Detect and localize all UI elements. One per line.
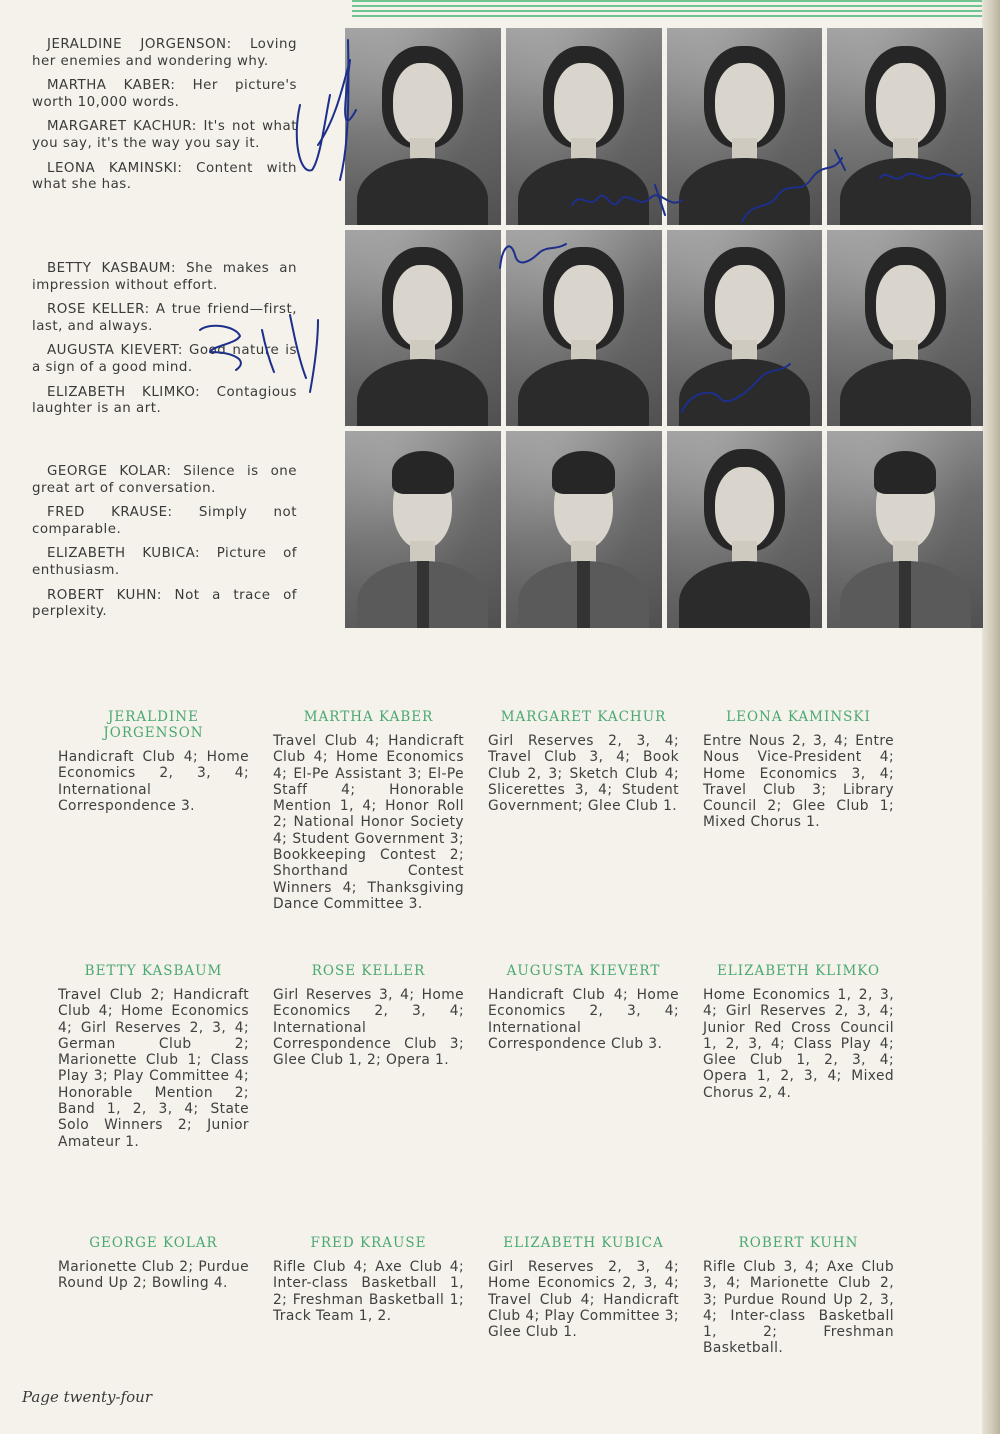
bio-activities: Travel Club 2; Handicraft Club 4; Home Economics 4; Girl Reserves 2, 3, 4; German Club 2; Marionette Club 1; Class Play 3; Play Committee 4; Honorable Mention 2; Band 1, 2, 3, 4; State Solo Winners 2; Junior Amateur 1. [58, 987, 249, 1150]
bio-entry [488, 963, 679, 1150]
bio-activities: Entre Nous 2, 3, 4; Entre Nous Vice-President 4; Home Economics 3, 4; Travel Club 3; Library Council 2; Glee Club 1; Mixed Chorus 1. [703, 733, 894, 831]
portrait-photo [345, 431, 501, 628]
portrait-photo [506, 28, 662, 225]
caption-quote: ROBERT KUHN: Not a trace of perplexity. [32, 587, 297, 620]
caption-quote: JERALDINE JORGENSON: Loving her enemies and wondering why. [32, 37, 297, 69]
caption-group-row-3 [32, 464, 297, 629]
caption-quote: MARGARET KACHUR: It's not what you say, it's the way you say it. [32, 119, 297, 151]
portrait-photo [506, 230, 662, 427]
bio-name: ELIZABETH KLIMKO [716, 963, 881, 979]
caption-quote: ROSE KELLER: A true friend—first, last, and always. [32, 302, 297, 334]
caption-group-row-1 [32, 37, 297, 202]
bio-entry [58, 1235, 249, 1357]
bio-name: JERALDINE JORGENSON [103, 709, 204, 741]
bio-entry [273, 1235, 464, 1357]
bio-activities: Rifle Club 3, 4; Axe Club 3, 4; Marionette Club 2, 3; Purdue Round Up 2, 3, 4; Inter-class Basketball 1, 2; Freshman Basketball. [703, 1259, 894, 1357]
bio-name: ROSE KELLER [311, 963, 426, 979]
caption-quote: AUGUSTA KIEVERT: Good nature is a sign of a good mind. [32, 343, 297, 375]
bio-activities: Girl Reserves 2, 3, 4; Travel Club 3, 4; Book Club 2, 3; Sketch Club 4; Slicerettes 3, 4; Student Government; Glee Club 1. [488, 733, 679, 815]
bio-entry [58, 963, 249, 1150]
caption-quote: MARTHA KABER: Her picture's worth 10,000 words. [32, 78, 297, 110]
bio-activities: Handicraft Club 4; Home Economics 2, 3, 4; International Correspondence Club 3. [488, 987, 679, 1052]
caption-quote: FRED KRAUSE: Simply not comparable. [32, 505, 297, 537]
bio-name: ELIZABETH KUBICA [503, 1235, 664, 1251]
bio-activities: Home Economics 1, 2, 3, 4; Girl Reserves 2, 3, 4; Junior Red Cross Council 1, 2, 3, 4; Class Play 4; Glee Club 1, 2, 3, 4; Opera 1, 2, 3, 4; Mixed Chorus 2, 4. [703, 987, 894, 1101]
bio-activities: Girl Reserves 2, 3, 4; Home Economics 2, 3, 4; Travel Club 4; Handicraft Club 4; Play Committee 3; Glee Club 1. [488, 1259, 679, 1341]
bio-name: LEONA KAMINSKI [726, 709, 871, 725]
caption-quote: ELIZABETH KLIMKO: Contagious laughter is an art. [32, 384, 297, 417]
caption-quote: ELIZABETH KUBICA: Picture of enthusiasm. [32, 546, 297, 578]
bio-name: GEORGE KOLAR [89, 1235, 218, 1251]
bio-entry [703, 963, 894, 1150]
bio-name: ROBERT KUHN [738, 1235, 859, 1251]
portrait-photo [827, 431, 983, 628]
bio-row-1 [58, 709, 918, 912]
top-decorative-rules [352, 0, 1000, 20]
bio-name: FRED KRAUSE [310, 1235, 427, 1251]
bio-activities: Handicraft Club 4; Home Economics 2, 3, 4; International Correspondence 3. [58, 749, 249, 814]
bio-activities: Girl Reserves 3, 4; Home Economics 2, 3, 4; International Correspondence Club 3; Glee Club 1, 2; Opera 1. [273, 987, 464, 1069]
bio-activities: Rifle Club 4; Axe Club 4; Inter-class Basketball 1, 2; Freshman Basketball 1; Track Team 1, 2. [273, 1259, 464, 1324]
portrait-photo [827, 28, 983, 225]
bio-activities: Travel Club 4; Handicraft Club 4; Home Economics 4; El-Pe Assistant 3; El-Pe Staff 4; Honorable Mention 1, 4; Honor Roll 2; National Honor Society 4; Student Government 3; Bookkeeping Contest 2; Shorthand Contest Winners 4; Thanksgiving Dance Committee 3. [273, 733, 464, 912]
portrait-photo [827, 230, 983, 427]
portrait-photo [345, 28, 501, 225]
bio-name: MARGARET KACHUR [500, 709, 667, 725]
bio-entry [273, 963, 464, 1150]
page-number: Page twenty-four [22, 1388, 152, 1406]
portrait-photo [345, 230, 501, 427]
caption-quote: LEONA KAMINSKI: Content with what she has. [32, 160, 297, 193]
caption-quote: BETTY KASBAUM: She makes an impression without effort. [32, 261, 297, 293]
bio-entry [273, 709, 464, 912]
bio-name: BETTY KASBAUM [84, 963, 223, 979]
bio-entry [58, 709, 249, 912]
bio-name: AUGUSTA KIEVERT [506, 963, 661, 979]
bio-entry [703, 1235, 894, 1357]
bio-entry [488, 709, 679, 912]
bio-row-3 [58, 1235, 918, 1357]
bio-row-2 [58, 963, 918, 1150]
portrait-photo [506, 431, 662, 628]
bio-activities: Marionette Club 2; Purdue Round Up 2; Bowling 4. [58, 1259, 249, 1292]
caption-group-row-2 [32, 261, 297, 426]
bio-entry [703, 709, 894, 912]
portrait-photo [667, 230, 823, 427]
portrait-photo [667, 431, 823, 628]
page-binding-edge [982, 0, 1000, 1434]
portrait-grid [345, 28, 983, 628]
caption-quote: GEORGE KOLAR: Silence is one great art of conversation. [32, 464, 297, 496]
bio-name: MARTHA KABER [303, 709, 434, 725]
portrait-photo [667, 28, 823, 225]
bio-entry [488, 1235, 679, 1357]
